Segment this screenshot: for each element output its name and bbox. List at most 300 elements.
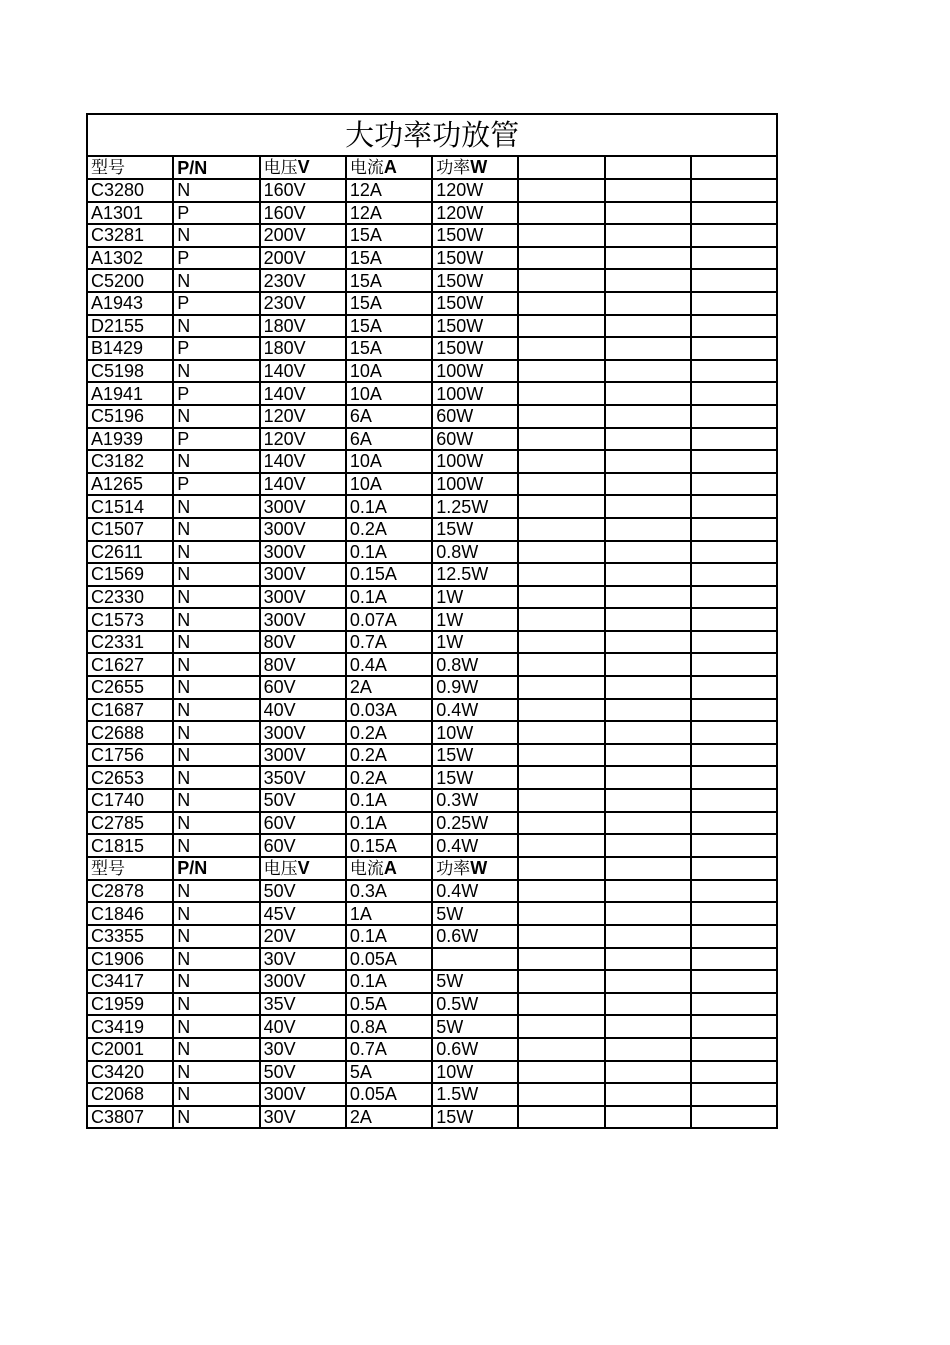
- cell-model[interactable]: C1846: [87, 902, 173, 925]
- cell-voltage[interactable]: 35V: [260, 993, 346, 1016]
- empty-cell[interactable]: [691, 405, 777, 428]
- cell-current[interactable]: 2A: [346, 1106, 432, 1129]
- cell-current[interactable]: 15A: [346, 224, 432, 247]
- empty-cell[interactable]: [605, 880, 691, 903]
- empty-cell[interactable]: [518, 292, 604, 315]
- cell-current[interactable]: 0.05A: [346, 1083, 432, 1106]
- cell-voltage[interactable]: 30V: [260, 1038, 346, 1061]
- empty-cell[interactable]: [605, 495, 691, 518]
- empty-cell[interactable]: [518, 179, 604, 202]
- empty-cell[interactable]: [691, 925, 777, 948]
- cell-power[interactable]: 0.8W: [432, 653, 518, 676]
- cell-pn[interactable]: N: [173, 1083, 259, 1106]
- empty-cell[interactable]: [605, 631, 691, 654]
- cell-model[interactable]: C3182: [87, 450, 173, 473]
- empty-cell[interactable]: [605, 1061, 691, 1084]
- header-current[interactable]: [346, 857, 432, 880]
- cell-model[interactable]: C2001: [87, 1038, 173, 1061]
- cell-voltage[interactable]: 300V: [260, 744, 346, 767]
- header-model[interactable]: [87, 857, 173, 880]
- cell-pn[interactable]: N: [173, 880, 259, 903]
- empty-cell[interactable]: [691, 179, 777, 202]
- empty-cell[interactable]: [518, 812, 604, 835]
- cell-pn[interactable]: P: [173, 202, 259, 225]
- cell-pn[interactable]: N: [173, 948, 259, 971]
- cell-voltage[interactable]: 300V: [260, 518, 346, 541]
- cell-power[interactable]: 1W: [432, 631, 518, 654]
- cell-pn[interactable]: N: [173, 405, 259, 428]
- cell-voltage[interactable]: 40V: [260, 1015, 346, 1038]
- empty-cell[interactable]: [518, 495, 604, 518]
- cell-model[interactable]: C1573: [87, 608, 173, 631]
- empty-cell[interactable]: [605, 608, 691, 631]
- cell-power[interactable]: 150W: [432, 224, 518, 247]
- cell-pn[interactable]: P: [173, 292, 259, 315]
- empty-cell[interactable]: [518, 518, 604, 541]
- cell-voltage[interactable]: 120V: [260, 428, 346, 451]
- empty-cell[interactable]: [518, 202, 604, 225]
- cell-current[interactable]: 0.1A: [346, 925, 432, 948]
- empty-cell[interactable]: [518, 834, 604, 857]
- empty-cell[interactable]: [518, 631, 604, 654]
- cell-pn[interactable]: N: [173, 1038, 259, 1061]
- cell-pn[interactable]: N: [173, 179, 259, 202]
- cell-model[interactable]: C2611: [87, 541, 173, 564]
- empty-cell[interactable]: [518, 857, 604, 880]
- cell-pn[interactable]: N: [173, 1106, 259, 1129]
- empty-cell[interactable]: [605, 653, 691, 676]
- cell-current[interactable]: 10A: [346, 473, 432, 496]
- cell-pn[interactable]: N: [173, 993, 259, 1016]
- empty-cell[interactable]: [691, 586, 777, 609]
- empty-cell[interactable]: [518, 1083, 604, 1106]
- empty-cell[interactable]: [605, 156, 691, 179]
- cell-pn[interactable]: N: [173, 721, 259, 744]
- cell-current[interactable]: 0.15A: [346, 563, 432, 586]
- empty-cell[interactable]: [605, 789, 691, 812]
- cell-model[interactable]: C2785: [87, 812, 173, 835]
- empty-cell[interactable]: [605, 586, 691, 609]
- empty-cell[interactable]: [691, 292, 777, 315]
- cell-model[interactable]: C1959: [87, 993, 173, 1016]
- cell-power[interactable]: 100W: [432, 360, 518, 383]
- cell-voltage[interactable]: 200V: [260, 247, 346, 270]
- cell-voltage[interactable]: 60V: [260, 812, 346, 835]
- empty-cell[interactable]: [691, 970, 777, 993]
- cell-voltage[interactable]: 30V: [260, 948, 346, 971]
- empty-cell[interactable]: [691, 948, 777, 971]
- cell-pn[interactable]: N: [173, 518, 259, 541]
- cell-pn[interactable]: N: [173, 495, 259, 518]
- cell-model[interactable]: C3280: [87, 179, 173, 202]
- cell-model[interactable]: C1756: [87, 744, 173, 767]
- empty-cell[interactable]: [605, 902, 691, 925]
- cell-power[interactable]: 0.3W: [432, 789, 518, 812]
- header-pn[interactable]: [173, 156, 259, 179]
- cell-model[interactable]: D2155: [87, 315, 173, 338]
- empty-cell[interactable]: [605, 247, 691, 270]
- empty-cell[interactable]: [518, 563, 604, 586]
- empty-cell[interactable]: [691, 880, 777, 903]
- cell-voltage[interactable]: 160V: [260, 179, 346, 202]
- empty-cell[interactable]: [691, 1083, 777, 1106]
- empty-cell[interactable]: [605, 1083, 691, 1106]
- cell-power[interactable]: 0.5W: [432, 993, 518, 1016]
- empty-cell[interactable]: [518, 608, 604, 631]
- cell-model[interactable]: A1301: [87, 202, 173, 225]
- cell-current[interactable]: 15A: [346, 337, 432, 360]
- cell-power[interactable]: 150W: [432, 247, 518, 270]
- empty-cell[interactable]: [605, 315, 691, 338]
- empty-cell[interactable]: [691, 224, 777, 247]
- empty-cell[interactable]: [691, 676, 777, 699]
- cell-power[interactable]: 0.4W: [432, 880, 518, 903]
- cell-current[interactable]: 6A: [346, 405, 432, 428]
- empty-cell[interactable]: [605, 721, 691, 744]
- empty-cell[interactable]: [518, 1015, 604, 1038]
- cell-current[interactable]: 12A: [346, 179, 432, 202]
- cell-current[interactable]: 0.1A: [346, 586, 432, 609]
- empty-cell[interactable]: [605, 360, 691, 383]
- empty-cell[interactable]: [605, 766, 691, 789]
- cell-model[interactable]: C3281: [87, 224, 173, 247]
- cell-power[interactable]: 0.4W: [432, 699, 518, 722]
- empty-cell[interactable]: [518, 315, 604, 338]
- cell-model[interactable]: A1265: [87, 473, 173, 496]
- cell-power[interactable]: 1.25W: [432, 495, 518, 518]
- cell-current[interactable]: 15A: [346, 315, 432, 338]
- empty-cell[interactable]: [605, 292, 691, 315]
- empty-cell[interactable]: [518, 766, 604, 789]
- cell-voltage[interactable]: 200V: [260, 224, 346, 247]
- header-voltage[interactable]: [260, 857, 346, 880]
- cell-voltage[interactable]: 300V: [260, 495, 346, 518]
- empty-cell[interactable]: [518, 653, 604, 676]
- cell-voltage[interactable]: 120V: [260, 405, 346, 428]
- cell-current[interactable]: 0.15A: [346, 834, 432, 857]
- cell-model[interactable]: C1507: [87, 518, 173, 541]
- cell-current[interactable]: 5A: [346, 1061, 432, 1084]
- empty-cell[interactable]: [605, 473, 691, 496]
- cell-current[interactable]: 0.2A: [346, 721, 432, 744]
- empty-cell[interactable]: [518, 360, 604, 383]
- cell-power[interactable]: 120W: [432, 179, 518, 202]
- cell-model[interactable]: C2068: [87, 1083, 173, 1106]
- cell-voltage[interactable]: 300V: [260, 721, 346, 744]
- cell-model[interactable]: C1687: [87, 699, 173, 722]
- empty-cell[interactable]: [691, 789, 777, 812]
- cell-power[interactable]: 0.6W: [432, 925, 518, 948]
- empty-cell[interactable]: [518, 789, 604, 812]
- empty-cell[interactable]: [691, 202, 777, 225]
- cell-model[interactable]: A1302: [87, 247, 173, 270]
- empty-cell[interactable]: [691, 993, 777, 1016]
- empty-cell[interactable]: [691, 473, 777, 496]
- empty-cell[interactable]: [518, 269, 604, 292]
- empty-cell[interactable]: [691, 608, 777, 631]
- header-model[interactable]: [87, 156, 173, 179]
- empty-cell[interactable]: [605, 405, 691, 428]
- cell-current[interactable]: 0.1A: [346, 812, 432, 835]
- cell-model[interactable]: C2653: [87, 766, 173, 789]
- cell-model[interactable]: C5198: [87, 360, 173, 383]
- cell-pn[interactable]: N: [173, 360, 259, 383]
- empty-cell[interactable]: [518, 405, 604, 428]
- cell-power[interactable]: 15W: [432, 744, 518, 767]
- cell-model[interactable]: A1941: [87, 382, 173, 405]
- empty-cell[interactable]: [518, 382, 604, 405]
- cell-current[interactable]: 0.03A: [346, 699, 432, 722]
- cell-model[interactable]: A1939: [87, 428, 173, 451]
- empty-cell[interactable]: [518, 948, 604, 971]
- cell-current[interactable]: 15A: [346, 292, 432, 315]
- cell-model[interactable]: C1627: [87, 653, 173, 676]
- empty-cell[interactable]: [691, 518, 777, 541]
- cell-voltage[interactable]: 300V: [260, 970, 346, 993]
- empty-cell[interactable]: [691, 247, 777, 270]
- empty-cell[interactable]: [605, 1038, 691, 1061]
- cell-current[interactable]: 6A: [346, 428, 432, 451]
- cell-pn[interactable]: N: [173, 1015, 259, 1038]
- cell-model[interactable]: C3807: [87, 1106, 173, 1129]
- cell-pn[interactable]: N: [173, 744, 259, 767]
- empty-cell[interactable]: [605, 857, 691, 880]
- empty-cell[interactable]: [691, 382, 777, 405]
- cell-current[interactable]: 0.2A: [346, 518, 432, 541]
- empty-cell[interactable]: [518, 902, 604, 925]
- cell-voltage[interactable]: 80V: [260, 631, 346, 654]
- cell-pn[interactable]: N: [173, 766, 259, 789]
- cell-current[interactable]: 10A: [346, 360, 432, 383]
- cell-voltage[interactable]: 180V: [260, 315, 346, 338]
- cell-pn[interactable]: N: [173, 653, 259, 676]
- empty-cell[interactable]: [691, 699, 777, 722]
- cell-model[interactable]: C1815: [87, 834, 173, 857]
- empty-cell[interactable]: [691, 744, 777, 767]
- cell-model[interactable]: C3355: [87, 925, 173, 948]
- empty-cell[interactable]: [691, 812, 777, 835]
- cell-power[interactable]: 100W: [432, 473, 518, 496]
- cell-power[interactable]: 15W: [432, 518, 518, 541]
- cell-power[interactable]: 10W: [432, 1061, 518, 1084]
- header-power[interactable]: [432, 156, 518, 179]
- cell-voltage[interactable]: 80V: [260, 653, 346, 676]
- empty-cell[interactable]: [518, 721, 604, 744]
- empty-cell[interactable]: [605, 541, 691, 564]
- cell-voltage[interactable]: 300V: [260, 586, 346, 609]
- empty-cell[interactable]: [605, 925, 691, 948]
- empty-cell[interactable]: [691, 834, 777, 857]
- empty-cell[interactable]: [691, 1061, 777, 1084]
- cell-model[interactable]: C1514: [87, 495, 173, 518]
- empty-cell[interactable]: [605, 450, 691, 473]
- cell-power[interactable]: 5W: [432, 902, 518, 925]
- cell-current[interactable]: 0.8A: [346, 1015, 432, 1038]
- empty-cell[interactable]: [518, 925, 604, 948]
- cell-current[interactable]: 0.5A: [346, 993, 432, 1016]
- empty-cell[interactable]: [691, 1038, 777, 1061]
- empty-cell[interactable]: [605, 699, 691, 722]
- cell-pn[interactable]: N: [173, 586, 259, 609]
- cell-voltage[interactable]: 230V: [260, 292, 346, 315]
- empty-cell[interactable]: [518, 541, 604, 564]
- empty-cell[interactable]: [518, 744, 604, 767]
- cell-model[interactable]: C2655: [87, 676, 173, 699]
- cell-pn[interactable]: P: [173, 247, 259, 270]
- cell-pn[interactable]: N: [173, 563, 259, 586]
- empty-cell[interactable]: [605, 1015, 691, 1038]
- cell-voltage[interactable]: 300V: [260, 1083, 346, 1106]
- cell-voltage[interactable]: 300V: [260, 563, 346, 586]
- empty-cell[interactable]: [518, 586, 604, 609]
- cell-model[interactable]: B1429: [87, 337, 173, 360]
- empty-cell[interactable]: [605, 269, 691, 292]
- cell-power[interactable]: 5W: [432, 970, 518, 993]
- empty-cell[interactable]: [518, 224, 604, 247]
- cell-model[interactable]: C2331: [87, 631, 173, 654]
- cell-power[interactable]: 12.5W: [432, 563, 518, 586]
- empty-cell[interactable]: [605, 812, 691, 835]
- cell-voltage[interactable]: 350V: [260, 766, 346, 789]
- empty-cell[interactable]: [605, 948, 691, 971]
- cell-pn[interactable]: N: [173, 631, 259, 654]
- empty-cell[interactable]: [605, 179, 691, 202]
- cell-voltage[interactable]: 50V: [260, 1061, 346, 1084]
- cell-current[interactable]: 10A: [346, 382, 432, 405]
- cell-pn[interactable]: N: [173, 834, 259, 857]
- cell-pn[interactable]: N: [173, 789, 259, 812]
- cell-power[interactable]: 10W: [432, 721, 518, 744]
- empty-cell[interactable]: [605, 1106, 691, 1129]
- cell-voltage[interactable]: 50V: [260, 789, 346, 812]
- cell-power[interactable]: 1.5W: [432, 1083, 518, 1106]
- cell-pn[interactable]: N: [173, 970, 259, 993]
- empty-cell[interactable]: [518, 1106, 604, 1129]
- cell-voltage[interactable]: 50V: [260, 880, 346, 903]
- cell-power[interactable]: 0.6W: [432, 1038, 518, 1061]
- cell-pn[interactable]: N: [173, 224, 259, 247]
- empty-cell[interactable]: [691, 1015, 777, 1038]
- empty-cell[interactable]: [518, 699, 604, 722]
- empty-cell[interactable]: [605, 518, 691, 541]
- empty-cell[interactable]: [691, 541, 777, 564]
- cell-power[interactable]: 15W: [432, 1106, 518, 1129]
- empty-cell[interactable]: [605, 202, 691, 225]
- cell-power[interactable]: [432, 948, 518, 971]
- cell-current[interactable]: 12A: [346, 202, 432, 225]
- empty-cell[interactable]: [518, 880, 604, 903]
- empty-cell[interactable]: [691, 1106, 777, 1129]
- cell-current[interactable]: 0.7A: [346, 631, 432, 654]
- cell-model[interactable]: C3417: [87, 970, 173, 993]
- cell-voltage[interactable]: 20V: [260, 925, 346, 948]
- cell-model[interactable]: C5196: [87, 405, 173, 428]
- cell-pn[interactable]: N: [173, 699, 259, 722]
- cell-pn[interactable]: N: [173, 541, 259, 564]
- empty-cell[interactable]: [691, 721, 777, 744]
- empty-cell[interactable]: [518, 1061, 604, 1084]
- empty-cell[interactable]: [518, 156, 604, 179]
- empty-cell[interactable]: [605, 834, 691, 857]
- empty-cell[interactable]: [518, 428, 604, 451]
- empty-cell[interactable]: [691, 495, 777, 518]
- cell-power[interactable]: 0.25W: [432, 812, 518, 835]
- cell-voltage[interactable]: 60V: [260, 676, 346, 699]
- empty-cell[interactable]: [691, 269, 777, 292]
- cell-pn[interactable]: P: [173, 473, 259, 496]
- empty-cell[interactable]: [691, 653, 777, 676]
- cell-voltage[interactable]: 230V: [260, 269, 346, 292]
- cell-current[interactable]: 10A: [346, 450, 432, 473]
- empty-cell[interactable]: [691, 337, 777, 360]
- cell-current[interactable]: 15A: [346, 269, 432, 292]
- cell-current[interactable]: 0.07A: [346, 608, 432, 631]
- cell-power[interactable]: 150W: [432, 269, 518, 292]
- cell-current[interactable]: 1A: [346, 902, 432, 925]
- empty-cell[interactable]: [691, 563, 777, 586]
- cell-pn[interactable]: N: [173, 608, 259, 631]
- cell-current[interactable]: 0.1A: [346, 541, 432, 564]
- cell-model[interactable]: A1943: [87, 292, 173, 315]
- cell-power[interactable]: 1W: [432, 608, 518, 631]
- cell-voltage[interactable]: 140V: [260, 473, 346, 496]
- cell-power[interactable]: 15W: [432, 766, 518, 789]
- cell-pn[interactable]: N: [173, 269, 259, 292]
- empty-cell[interactable]: [605, 993, 691, 1016]
- cell-model[interactable]: C1906: [87, 948, 173, 971]
- cell-voltage[interactable]: 140V: [260, 382, 346, 405]
- cell-power[interactable]: 60W: [432, 405, 518, 428]
- empty-cell[interactable]: [605, 382, 691, 405]
- cell-model[interactable]: C2688: [87, 721, 173, 744]
- empty-cell[interactable]: [691, 428, 777, 451]
- cell-current[interactable]: 0.1A: [346, 495, 432, 518]
- empty-cell[interactable]: [605, 428, 691, 451]
- cell-pn[interactable]: N: [173, 676, 259, 699]
- empty-cell[interactable]: [518, 993, 604, 1016]
- cell-pn[interactable]: N: [173, 315, 259, 338]
- cell-model[interactable]: C3419: [87, 1015, 173, 1038]
- empty-cell[interactable]: [518, 970, 604, 993]
- empty-cell[interactable]: [605, 970, 691, 993]
- cell-model[interactable]: C3420: [87, 1061, 173, 1084]
- empty-cell[interactable]: [518, 450, 604, 473]
- empty-cell[interactable]: [605, 224, 691, 247]
- empty-cell[interactable]: [605, 744, 691, 767]
- cell-pn[interactable]: N: [173, 902, 259, 925]
- cell-model[interactable]: C5200: [87, 269, 173, 292]
- empty-cell[interactable]: [691, 450, 777, 473]
- cell-voltage[interactable]: 300V: [260, 541, 346, 564]
- empty-cell[interactable]: [691, 766, 777, 789]
- cell-voltage[interactable]: 40V: [260, 699, 346, 722]
- cell-voltage[interactable]: 30V: [260, 1106, 346, 1129]
- cell-voltage[interactable]: 140V: [260, 450, 346, 473]
- cell-power[interactable]: 100W: [432, 450, 518, 473]
- header-voltage[interactable]: [260, 156, 346, 179]
- cell-pn[interactable]: P: [173, 382, 259, 405]
- cell-power[interactable]: 1W: [432, 586, 518, 609]
- cell-current[interactable]: 0.05A: [346, 948, 432, 971]
- cell-current[interactable]: 0.3A: [346, 880, 432, 903]
- header-pn[interactable]: [173, 857, 259, 880]
- cell-power[interactable]: 150W: [432, 292, 518, 315]
- cell-pn[interactable]: P: [173, 337, 259, 360]
- cell-power[interactable]: 150W: [432, 337, 518, 360]
- cell-power[interactable]: 0.8W: [432, 541, 518, 564]
- cell-power[interactable]: 5W: [432, 1015, 518, 1038]
- empty-cell[interactable]: [605, 676, 691, 699]
